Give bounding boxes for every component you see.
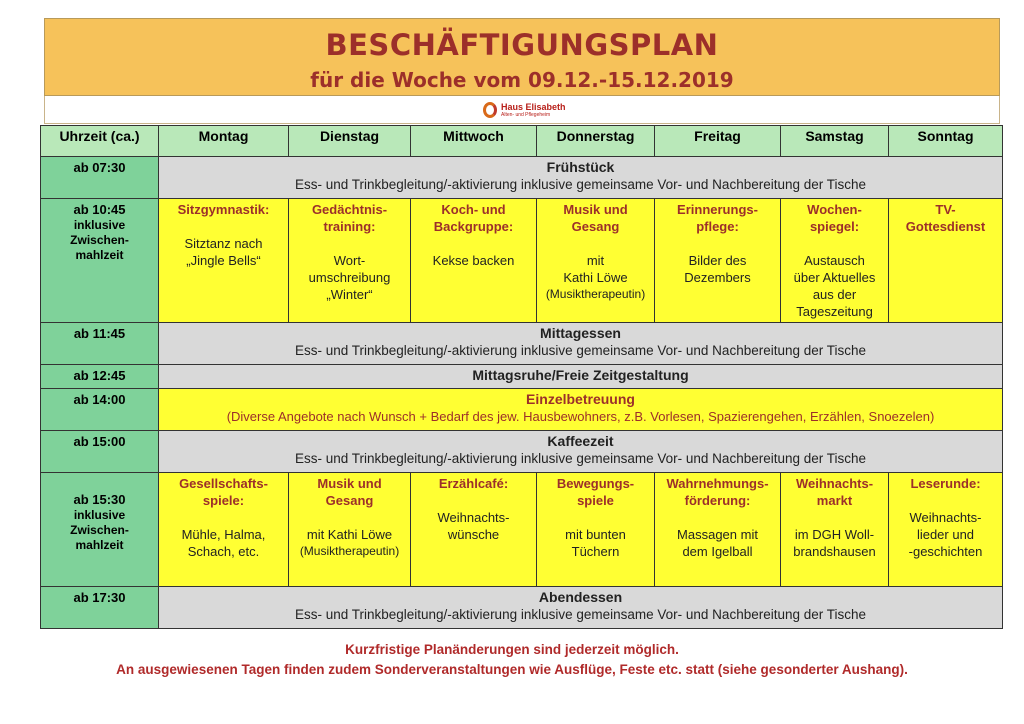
activity-cell bbox=[655, 199, 781, 323]
activity-cell bbox=[411, 473, 537, 587]
band-title: Mittagsruhe/Freie Zeitgestaltung bbox=[472, 367, 689, 383]
activity-detail: Tüchern bbox=[571, 544, 620, 559]
time-cell: ab 17:30 bbox=[41, 587, 159, 629]
activity-detail: Kathi Löwe bbox=[563, 270, 628, 285]
row-einzelbetreuung bbox=[41, 389, 1003, 431]
row-kaffeezeit bbox=[41, 431, 1003, 473]
activity-detail: Tageszeitung bbox=[796, 304, 873, 319]
band-title: Frühstück bbox=[546, 159, 615, 175]
column-header-saturday: Samstag bbox=[781, 126, 889, 157]
band-title: Mittagessen bbox=[540, 325, 621, 341]
activity-title: TV- bbox=[935, 202, 956, 217]
activity-cell bbox=[537, 199, 655, 323]
band-cell bbox=[159, 389, 1003, 431]
activity-title: Musik und bbox=[563, 202, 628, 217]
activity-cell bbox=[781, 473, 889, 587]
activity-title: Bewegungs- bbox=[556, 476, 635, 491]
table-header-row bbox=[41, 126, 1003, 157]
activity-detail: aus der bbox=[812, 287, 857, 302]
activity-title: Leserunde: bbox=[910, 476, 981, 491]
spacer bbox=[540, 509, 651, 526]
page-title: BESCHÄFTIGUNGSPLAN bbox=[325, 28, 719, 62]
activity-cell bbox=[289, 473, 411, 587]
spacer bbox=[414, 235, 533, 252]
activity-detail: Bilder des bbox=[688, 253, 747, 268]
column-header-monday: Montag bbox=[159, 126, 289, 157]
activity-cell bbox=[159, 473, 289, 587]
activity-detail: Austausch bbox=[804, 253, 865, 268]
row-nachmittag bbox=[41, 473, 1003, 587]
activity-title: Gesang bbox=[325, 493, 374, 508]
spacer bbox=[540, 235, 651, 252]
activity-title: Koch- und bbox=[441, 202, 506, 217]
activity-detail: brandshausen bbox=[793, 544, 876, 559]
activity-title: Gottesdienst bbox=[905, 219, 986, 234]
activity-cell bbox=[289, 199, 411, 323]
footer-note-1: Kurzfristige Planänderungen sind jederzeit möglich. bbox=[345, 642, 679, 657]
activity-detail: Dezembers bbox=[684, 270, 751, 285]
activity-title: Weihnachts- bbox=[795, 476, 874, 491]
activity-title: spiele bbox=[577, 493, 614, 508]
activity-title: pflege: bbox=[696, 219, 739, 234]
band-cell bbox=[159, 323, 1003, 365]
row-mittagessen bbox=[41, 323, 1003, 365]
band-title: Einzelbetreuung bbox=[526, 391, 635, 407]
activity-title: Erzählcafé: bbox=[438, 476, 509, 491]
page-subtitle: für die Woche vom 09.12.-15.12.2019 bbox=[310, 68, 734, 92]
logo-tagline: Alten- und Pflegeheim bbox=[501, 112, 551, 118]
time-note: inklusive bbox=[73, 508, 126, 522]
activity-title: spiele: bbox=[202, 493, 245, 508]
activity-cell bbox=[781, 199, 889, 323]
band-cell bbox=[159, 365, 1003, 389]
activity-detail: Wort- bbox=[333, 253, 366, 268]
spacer bbox=[292, 235, 407, 252]
spacer bbox=[892, 492, 999, 509]
activity-title: Sitzgymnastik: bbox=[177, 202, 270, 217]
column-header-sunday: Sonntag bbox=[889, 126, 1003, 157]
column-header-thursday: Donnerstag bbox=[537, 126, 655, 157]
row-fruehstueck bbox=[41, 157, 1003, 199]
activity-detail: über Aktuelles bbox=[793, 270, 876, 285]
column-header-wednesday: Mittwoch bbox=[411, 126, 537, 157]
time-cell: ab 15:00 bbox=[41, 431, 159, 473]
activity-title: Erinnerungs- bbox=[677, 202, 758, 217]
activity-detail: wünsche bbox=[447, 527, 500, 542]
plan-header bbox=[44, 18, 1000, 96]
band-title: Kaffeezeit bbox=[547, 433, 614, 449]
activity-detail: -geschichten bbox=[908, 544, 983, 559]
time-cell: ab 14:00 bbox=[41, 389, 159, 431]
activity-title: markt bbox=[816, 493, 853, 508]
time-cell bbox=[41, 473, 159, 587]
band-text: Ess- und Trinkbegleitung/-aktivierung inklusive gemeinsame Vor- und Nachbereitung der Tische bbox=[294, 343, 867, 358]
band-text: Ess- und Trinkbegleitung/-aktivierung inklusive gemeinsame Vor- und Nachbereitung der Tische bbox=[294, 177, 867, 192]
activity-title: förderung: bbox=[684, 493, 751, 508]
time-note: mahlzeit bbox=[75, 538, 124, 552]
band-cell bbox=[159, 431, 1003, 473]
activity-detail: umschreibung bbox=[308, 270, 391, 285]
activity-detail: Weihnachts- bbox=[909, 510, 982, 525]
activity-cell bbox=[889, 473, 1003, 587]
activity-title: spiegel: bbox=[809, 219, 860, 234]
column-header-time: Uhrzeit (ca.) bbox=[41, 126, 159, 157]
band-cell bbox=[159, 587, 1003, 629]
time-cell bbox=[41, 199, 159, 323]
time-cell: ab 12:45 bbox=[41, 365, 159, 389]
time-note: mahlzeit bbox=[75, 248, 124, 262]
activity-detail: Schach, etc. bbox=[187, 544, 260, 559]
activity-detail: Weihnachts- bbox=[437, 510, 510, 525]
spacer bbox=[162, 218, 285, 235]
activity-detail: (Musiktherapeutin) bbox=[299, 544, 400, 558]
activity-detail: Mühle, Halma, bbox=[181, 527, 266, 542]
activity-cell bbox=[159, 199, 289, 323]
row-mittagsruhe bbox=[41, 365, 1003, 389]
spacer bbox=[658, 509, 777, 526]
band-text: (Diverse Angebote nach Wunsch + Bedarf des jew. Hausbewohners, z.B. Vorlesen, Spazierengehen, Erzählen, Snoezelen) bbox=[226, 409, 935, 424]
time-cell: ab 07:30 bbox=[41, 157, 159, 199]
activity-detail: Massagen mit bbox=[677, 527, 758, 542]
activity-title: Gesellschafts- bbox=[179, 476, 268, 491]
activity-detail: „Winter“ bbox=[326, 287, 373, 302]
activity-cell bbox=[411, 199, 537, 323]
activity-detail: „Jingle Bells“ bbox=[186, 253, 261, 268]
band-title: Abendessen bbox=[538, 589, 623, 605]
spacer bbox=[658, 235, 777, 252]
activity-detail: mit bunten bbox=[565, 527, 626, 542]
time-note: inklusive bbox=[73, 218, 126, 232]
activity-title: training: bbox=[323, 219, 376, 234]
activity-detail: lieder und bbox=[916, 527, 975, 542]
row-abendessen bbox=[41, 587, 1003, 629]
band-cell bbox=[159, 157, 1003, 199]
time-note: Zwischen- bbox=[70, 233, 129, 247]
row-vormittag bbox=[41, 199, 1003, 323]
activity-detail: im DGH Woll- bbox=[794, 527, 875, 542]
activity-title: Gesang bbox=[571, 219, 620, 234]
activity-cell bbox=[537, 473, 655, 587]
time-cell: ab 11:45 bbox=[41, 323, 159, 365]
spacer bbox=[784, 235, 885, 252]
band-text: Ess- und Trinkbegleitung/-aktivierung inklusive gemeinsame Vor- und Nachbereitung der Tische bbox=[294, 607, 867, 622]
spacer bbox=[292, 509, 407, 526]
spacer bbox=[162, 509, 285, 526]
activity-title: Gedächtnis- bbox=[311, 202, 388, 217]
activity-detail: (Musiktherapeutin) bbox=[545, 287, 646, 301]
activity-cell bbox=[655, 473, 781, 587]
activity-title: Wochen- bbox=[807, 202, 862, 217]
spacer bbox=[784, 509, 885, 526]
column-header-tuesday: Dienstag bbox=[289, 126, 411, 157]
activity-detail: dem Igelball bbox=[682, 544, 753, 559]
activity-detail: mit Kathi Löwe bbox=[306, 527, 393, 542]
schedule-table bbox=[40, 125, 1003, 629]
column-header-friday: Freitag bbox=[655, 126, 781, 157]
time-value: ab 15:30 bbox=[73, 492, 126, 507]
footer-note-2: An ausgewiesenen Tagen finden zudem Sonderveranstaltungen wie Ausflüge, Feste etc. statt (siehe gesonderter Aushang). bbox=[116, 662, 908, 677]
logo-bar bbox=[44, 96, 1000, 124]
time-value: ab 10:45 bbox=[73, 202, 126, 217]
activity-detail: Sitztanz nach bbox=[184, 236, 263, 251]
activity-title: Musik und bbox=[317, 476, 382, 491]
spacer bbox=[414, 492, 533, 509]
heart-logo-icon bbox=[483, 102, 497, 118]
band-text: Ess- und Trinkbegleitung/-aktivierung inklusive gemeinsame Vor- und Nachbereitung der Tische bbox=[294, 451, 867, 466]
logo-name: Haus Elisabeth bbox=[501, 102, 566, 112]
activity-title: Backgruppe: bbox=[433, 219, 514, 234]
time-note: Zwischen- bbox=[70, 523, 129, 537]
activity-cell bbox=[889, 199, 1003, 323]
logo bbox=[483, 98, 566, 122]
activity-title: Wahrnehmungs- bbox=[666, 476, 769, 491]
activity-detail: Kekse backen bbox=[432, 253, 515, 268]
activity-detail: mit bbox=[586, 253, 605, 268]
